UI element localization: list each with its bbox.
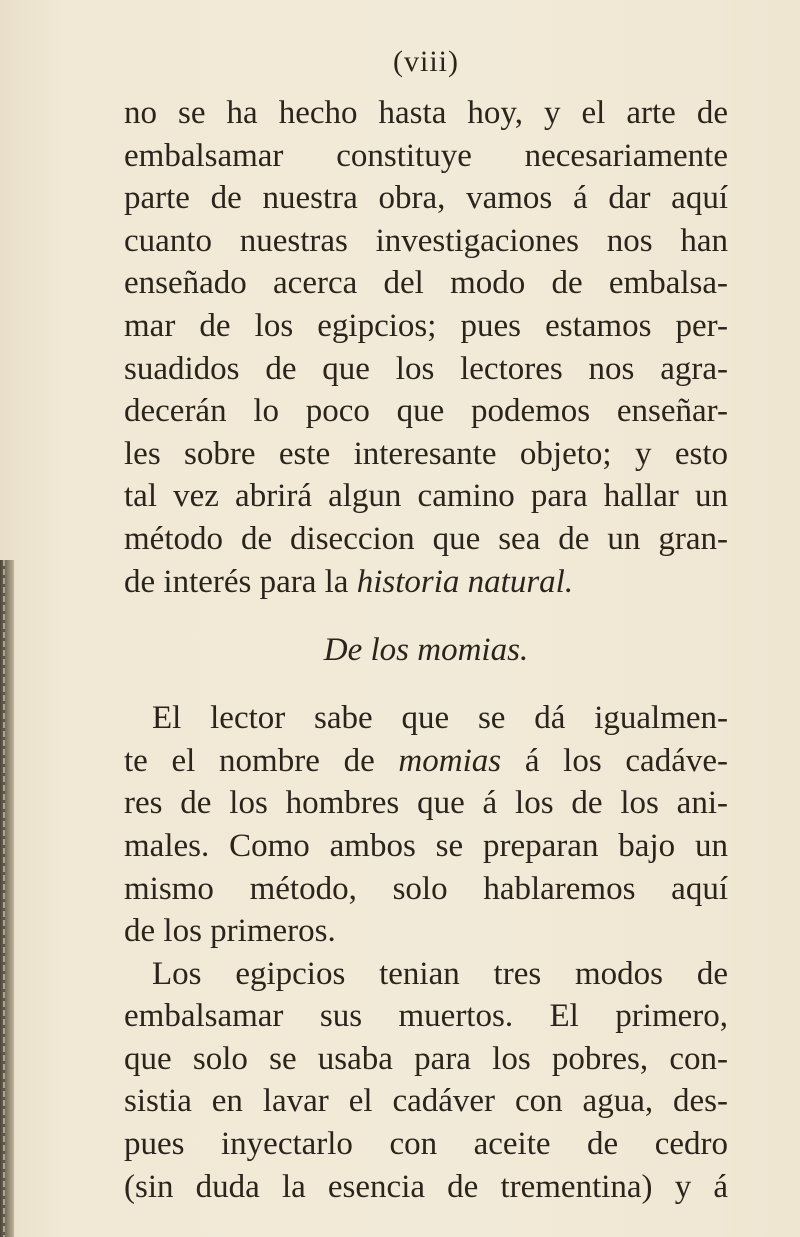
text-line: mismo método, solo hablaremos aquí [124, 870, 728, 907]
paragraph-1 [124, 92, 728, 603]
text-line: embalsamar constituye necesariamente [124, 137, 728, 174]
text-line: suadidos de que los lectores nos agra- [124, 350, 728, 387]
text-line-last: de los primeros. [124, 913, 336, 950]
text-line: mar de los egipcios; pues estamos per- [124, 307, 728, 344]
text-block [124, 44, 728, 1208]
italic-run: historia natural. [356, 563, 574, 600]
text-line: método de diseccion que sea de un gran- [124, 520, 728, 557]
text-line: (sin duda la esencia de trementina) y á [124, 1168, 728, 1205]
binding-edge [0, 560, 14, 1237]
paragraph-3 [124, 953, 728, 1209]
text-line [124, 740, 728, 783]
text-line: res de los hombres que á los de los ani- [124, 785, 728, 822]
text-line: parte de nuestra obra, vamos á dar aquí [124, 180, 728, 217]
text-run: te el nombre de [124, 742, 399, 779]
text-line: El lector sabe que se dá igualmen- [152, 700, 728, 737]
text-line: enseñado acerca del modo de embalsa- [124, 265, 728, 302]
paragraph-2 [124, 697, 728, 953]
text-line: que solo se usaba para los pobres, con- [124, 1040, 728, 1077]
text-line: les sobre este interesante objeto; y esto [124, 435, 728, 472]
text-line: cuanto nuestras investigaciones nos han [124, 222, 728, 259]
text-line: pues inyectarlo con aceite de cedro [124, 1126, 728, 1163]
section-heading: De los momias. [323, 632, 529, 669]
text-line: tal vez abrirá algun camino para hallar un [124, 478, 728, 515]
page-number: (viii) [393, 45, 459, 78]
text-line: decerán lo poco que podemos enseñar- [124, 393, 728, 430]
text-run: á los cadáve- [501, 742, 728, 779]
text-line: no se ha hecho hasta hoy, y el arte de [124, 95, 728, 131]
text-line-last [124, 561, 728, 604]
italic-run: momias [398, 742, 502, 779]
text-line: males. Como ambos se preparan bajo un [124, 827, 728, 864]
text-run: de interés para la [124, 563, 357, 600]
text-line: embalsamar sus muertos. El primero, [124, 998, 728, 1035]
text-line: sistia en lavar el cadáver con agua, des- [124, 1083, 728, 1120]
text-line: Los egipcios tenian tres modos de [152, 955, 728, 992]
